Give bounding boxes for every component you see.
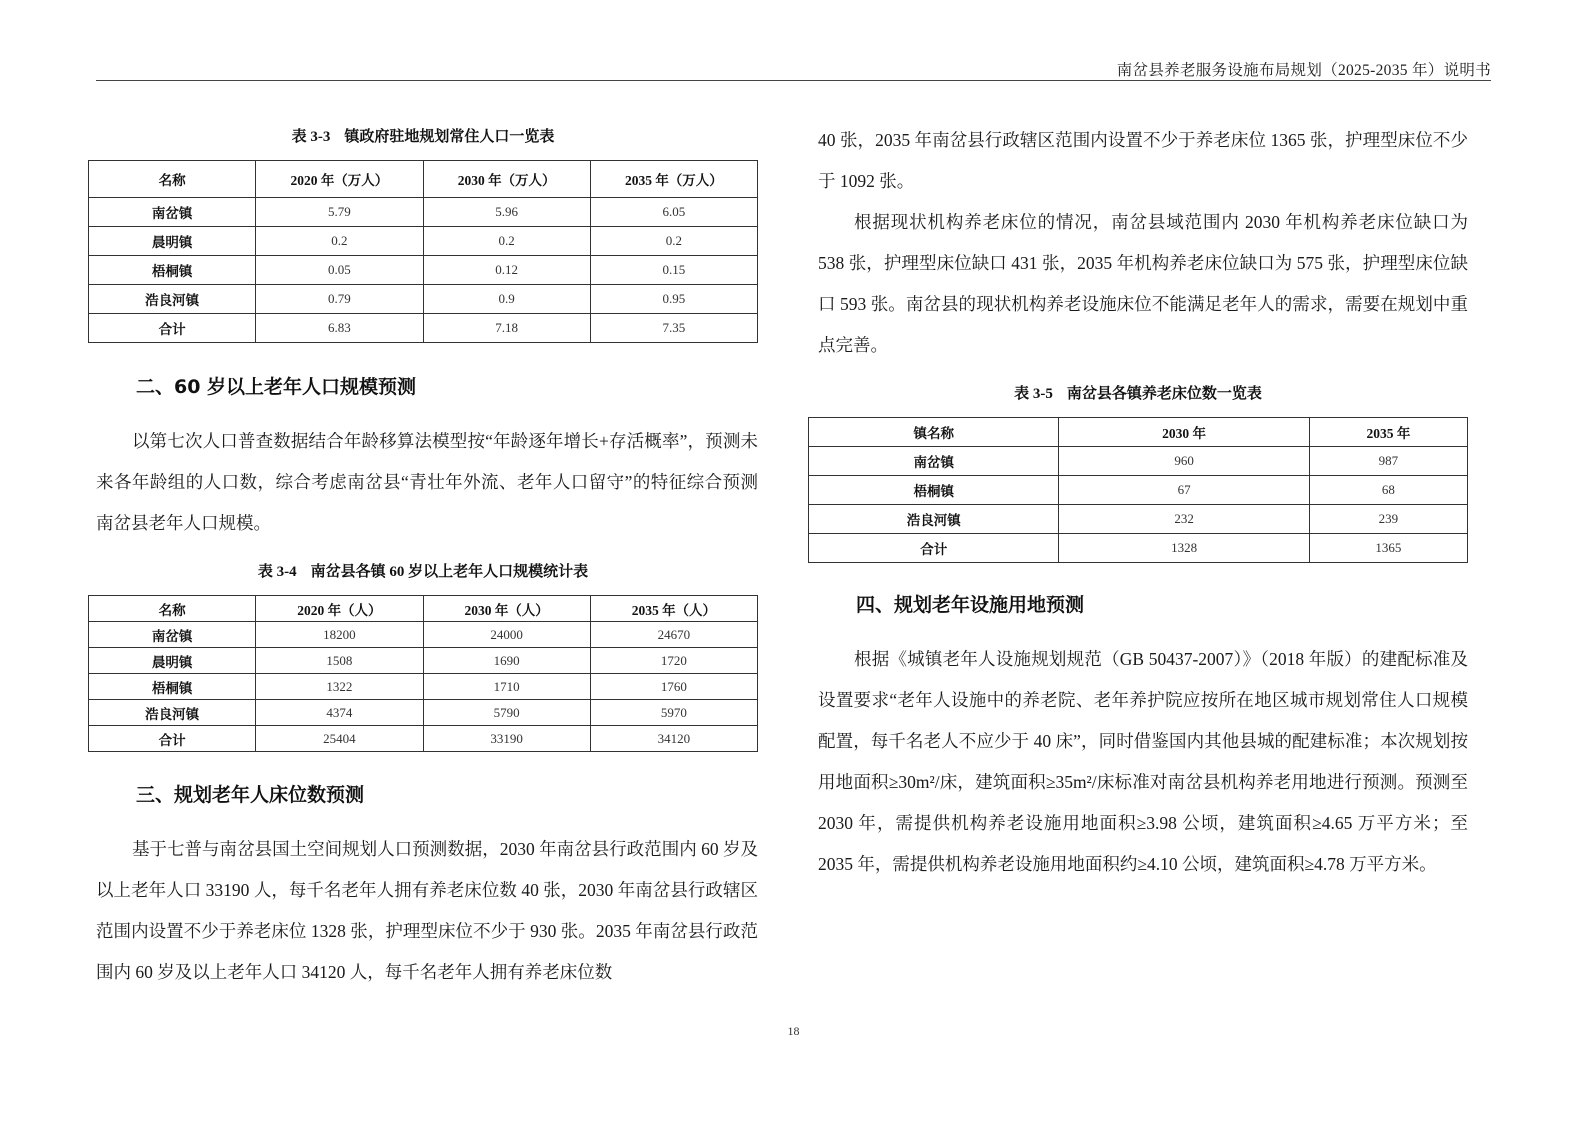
value-cell: 7.18: [423, 314, 590, 343]
column-header: 名称: [89, 596, 256, 622]
table-total-row: [89, 314, 758, 343]
value-cell: 1720: [590, 648, 757, 674]
section-3-paragraph-continued: 40 张，2035 年南岔县行政辖区范围内设置不少于养老床位 1365 张，护理型床位不少于 1092 张。: [818, 130, 1468, 191]
column-header: 2030 年（人）: [423, 596, 590, 622]
section-4-title: 四、规划老年设施用地预测: [856, 594, 1085, 616]
table-3-5-title: 南岔县各镇养老床位数一览表: [1066, 386, 1262, 402]
table-row: [809, 447, 1468, 476]
section-3-title: 三、规划老年人床位数预测: [136, 784, 365, 806]
table-3-3-number: 表 3-3: [291, 129, 331, 145]
value-cell: 25404: [256, 726, 423, 752]
table-3-5: [808, 417, 1468, 563]
table-3-3-caption: [88, 125, 758, 146]
table-row: [89, 256, 758, 285]
table-row: [809, 476, 1468, 505]
value-cell: 0.12: [423, 256, 590, 285]
value-cell: 5790: [423, 700, 590, 726]
section-2-title: 二、60 岁以上老年人口规模预测: [136, 376, 417, 398]
value-cell: 0.2: [590, 227, 757, 256]
table-3-5-number: 表 3-5: [1014, 386, 1053, 402]
value-cell: 1328: [1059, 534, 1309, 563]
value-cell: 1365: [1309, 534, 1467, 563]
column-header: 2035 年（万人）: [590, 161, 757, 198]
value-cell: 68: [1309, 476, 1467, 505]
value-cell: 232: [1059, 505, 1309, 534]
column-header: 2020 年（万人）: [256, 161, 423, 198]
value-cell: 0.05: [256, 256, 423, 285]
value-cell: 5.96: [423, 198, 590, 227]
table-header-row: [809, 418, 1468, 447]
row-label-cell: 梧桐镇: [89, 674, 256, 700]
row-label-cell: 南岔镇: [89, 198, 256, 227]
value-cell: 960: [1059, 447, 1309, 476]
value-cell: 6.83: [256, 314, 423, 343]
value-cell: 239: [1309, 505, 1467, 534]
row-label-cell: 晨明镇: [89, 227, 256, 256]
row-label-cell: 梧桐镇: [809, 476, 1059, 505]
table-row: [89, 198, 758, 227]
row-label-cell: 晨明镇: [89, 648, 256, 674]
column-header: 2030 年（万人）: [423, 161, 590, 198]
value-cell: 0.79: [256, 285, 423, 314]
table-3-4-title: 南岔县各镇 60 岁以上老年人口规模统计表: [310, 564, 589, 580]
header-rule: [96, 80, 1491, 81]
row-label-cell: 浩良河镇: [809, 505, 1059, 534]
value-cell: 6.05: [590, 198, 757, 227]
column-header: 2030 年: [1059, 418, 1309, 447]
value-cell: 67: [1059, 476, 1309, 505]
table-total-row: [89, 726, 758, 752]
value-cell: 0.15: [590, 256, 757, 285]
section-3-paragraph-gap: 根据现状机构养老床位的情况，南岔县域范围内 2030 年机构养老床位缺口为 538 张，护理型床位缺口 431 张，2035 年机构养老床位缺口为 575 张，护理型床位缺口 593 张。南岔县的现状机构养老设施床位不能满足老年人的需求，需要在规划中重点完善。: [818, 212, 1468, 355]
value-cell: 4374: [256, 700, 423, 726]
value-cell: 33190: [423, 726, 590, 752]
value-cell: 1760: [590, 674, 757, 700]
table-3-4-caption: [88, 560, 758, 581]
row-label-cell: 南岔镇: [809, 447, 1059, 476]
table-row: [89, 622, 758, 648]
value-cell: 1508: [256, 648, 423, 674]
value-cell: 0.2: [423, 227, 590, 256]
value-cell: 1322: [256, 674, 423, 700]
page-number: 18: [787, 1024, 800, 1038]
table-3-3-title: 镇政府驻地规划常住人口一览表: [344, 129, 555, 145]
table-header-row: [89, 161, 758, 198]
value-cell: 0.2: [256, 227, 423, 256]
table-row: [89, 285, 758, 314]
table-3-3: [88, 160, 758, 343]
table-3-4: [88, 595, 758, 752]
value-cell: 1710: [423, 674, 590, 700]
value-cell: 34120: [590, 726, 757, 752]
row-label-cell: 合计: [89, 726, 256, 752]
table-row: [89, 674, 758, 700]
row-label-cell: 合计: [89, 314, 256, 343]
value-cell: 5.79: [256, 198, 423, 227]
column-header: 2035 年（人）: [590, 596, 757, 622]
value-cell: 0.95: [590, 285, 757, 314]
row-label-cell: 浩良河镇: [89, 700, 256, 726]
value-cell: 0.9: [423, 285, 590, 314]
table-header-row: [89, 596, 758, 622]
row-label-cell: 南岔镇: [89, 622, 256, 648]
value-cell: 18200: [256, 622, 423, 648]
value-cell: 7.35: [590, 314, 757, 343]
row-label-cell: 合计: [809, 534, 1059, 563]
table-row: [89, 700, 758, 726]
section-4-paragraph: 根据《城镇老年人设施规划规范（GB 50437-2007）》（2018 年版）的建配标准及设置要求“老年人设施中的养老院、老年养护院应按所在地区城市规划常住人口规模配置，每千名老人不应少于 40 床”，同时借鉴国内其他县城的配建标准；本次规划按用地面积≥30m²/床，建筑面积≥35m²/床标准对南岔县机构养老用地进行预测。预测至 2030 年，需提供机构养老设施用地面积≥3.98 公顷，建筑面积≥4.65 万平方米；至 2035 年，需提供机构养老设施用地面积约≥4.10 公顷，建筑面积≥4.78 万平方米。: [818, 649, 1468, 874]
column-header: 镇名称: [809, 418, 1059, 447]
value-cell: 1690: [423, 648, 590, 674]
running-header: 南岔县养老服务设施布局规划（2025-2035 年）说明书: [1116, 62, 1491, 79]
table-3-5-caption: [808, 382, 1468, 403]
value-cell: 24000: [423, 622, 590, 648]
table-3-4-number: 表 3-4: [257, 564, 297, 580]
value-cell: 24670: [590, 622, 757, 648]
row-label-cell: 浩良河镇: [89, 285, 256, 314]
column-header: 2020 年（人）: [256, 596, 423, 622]
table-row: [89, 648, 758, 674]
column-header: 名称: [89, 161, 256, 198]
section-2-paragraph: 以第七次人口普查数据结合年龄移算法模型按“年龄逐年增长+存活概率”，预测未来各年龄组的人口数，综合考虑南岔县“青壮年外流、老年人口留守”的特征综合预测南岔县老年人口规模。: [96, 431, 758, 533]
table-total-row: [809, 534, 1468, 563]
table-row: [809, 505, 1468, 534]
table-row: [89, 227, 758, 256]
section-3-paragraph-left: 基于七普与南岔县国土空间规划人口预测数据，2030 年南岔县行政范围内 60 岁及以上老年人口 33190 人，每千名老年人拥有养老床位数 40 张，2030 年南岔县行政辖区范围内设置不少于养老床位 1328 张，护理型床位不少于 930 张。2035 年南岔县行政范围内 60 岁及以上老年人口 34120 人，每千名老年人拥有养老床位数: [96, 839, 758, 982]
column-header: 2035 年: [1309, 418, 1467, 447]
row-label-cell: 梧桐镇: [89, 256, 256, 285]
value-cell: 987: [1309, 447, 1467, 476]
value-cell: 5970: [590, 700, 757, 726]
